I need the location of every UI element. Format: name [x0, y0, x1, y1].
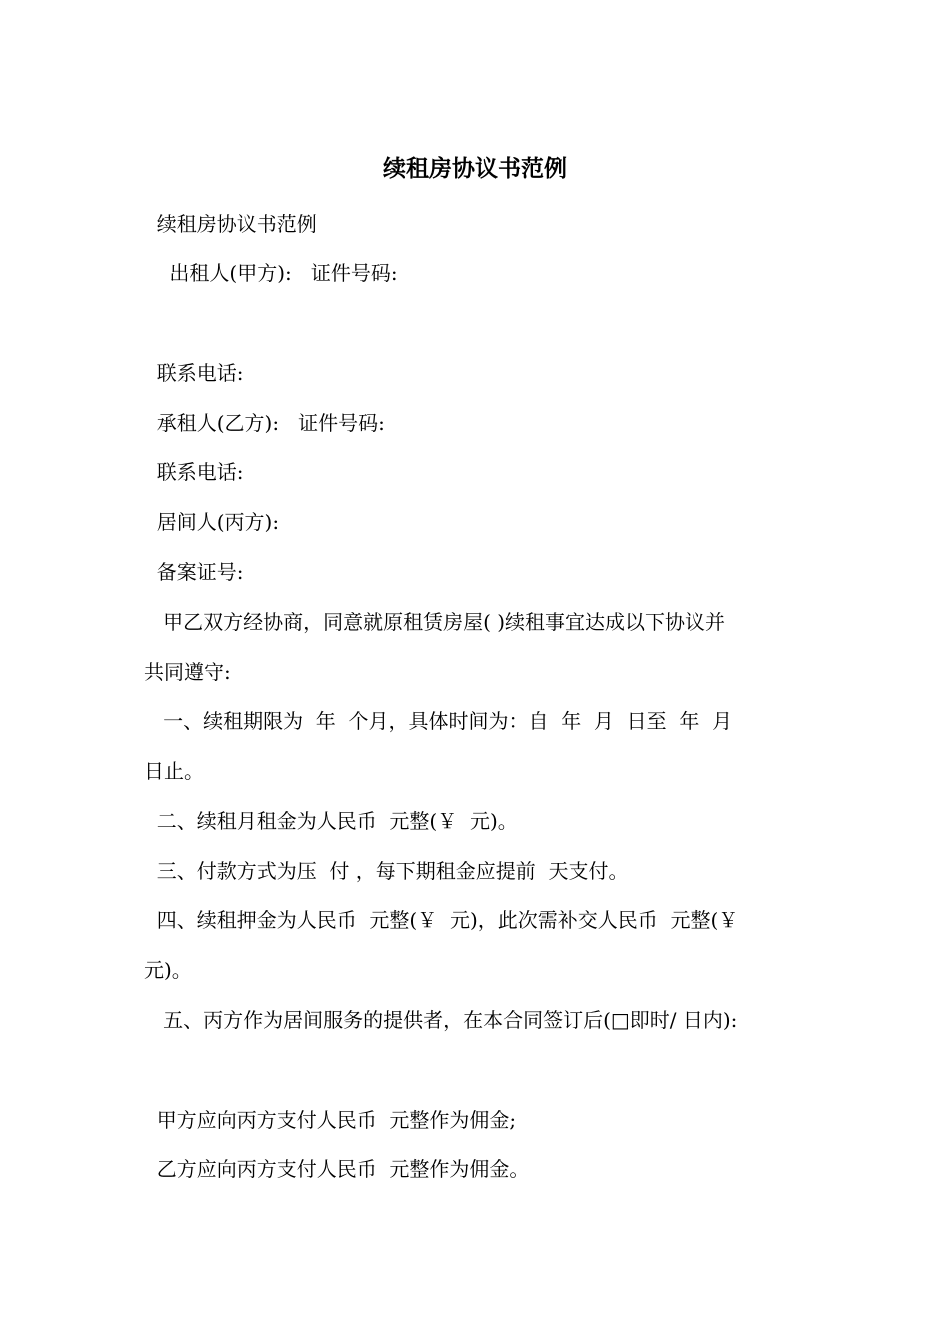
- clause-3-line: 三、付款方式为压 付 ，每下期租金应提前 天支付。: [144, 859, 629, 883]
- clause-4-line-1: 四、续租押金为人民币 元整(￥ 元)，此次需补交人民币 元整(￥: [144, 908, 739, 932]
- clause-1-line-1: 一、续租期限为 年 个月，具体时间为：自 年 月 日至 年 月: [144, 709, 733, 733]
- clause-2-line: 二、续租月租金为人民币 元整(￥ 元)。: [144, 809, 518, 833]
- record-number-line: 备案证号:: [144, 560, 244, 584]
- party-a-commission-line: 甲方应向丙方支付人民币 元整作为佣金;: [144, 1108, 517, 1132]
- document-title: 续租房协议书范例: [383, 155, 567, 182]
- clause-4-line-2: 元)。: [144, 958, 192, 982]
- intermediary-line: 居间人(丙方):: [144, 510, 280, 534]
- agreement-intro-line-1: 甲乙双方经协商，同意就原租赁房屋( )续租事宜达成以下协议并: [144, 610, 726, 634]
- clause-5-line: 五、丙方作为居间服务的提供者，在本合同签订后(□即时/ 日内):: [144, 1008, 738, 1032]
- lessee-phone-line: 联系电话:: [144, 460, 244, 484]
- lessee-line: 承租人(乙方): 证件号码:: [144, 411, 385, 435]
- clause-1-line-2: 日止。: [144, 759, 204, 783]
- agreement-intro-line-2: 共同遵守:: [144, 660, 231, 684]
- party-b-commission-line: 乙方应向丙方支付人民币 元整作为佣金。: [144, 1157, 530, 1181]
- lessor-phone-line: 联系电话:: [144, 361, 244, 385]
- lessor-line: 出租人(甲方): 证件号码:: [144, 261, 398, 285]
- subtitle-line: 续租房协议书范例: [144, 212, 317, 236]
